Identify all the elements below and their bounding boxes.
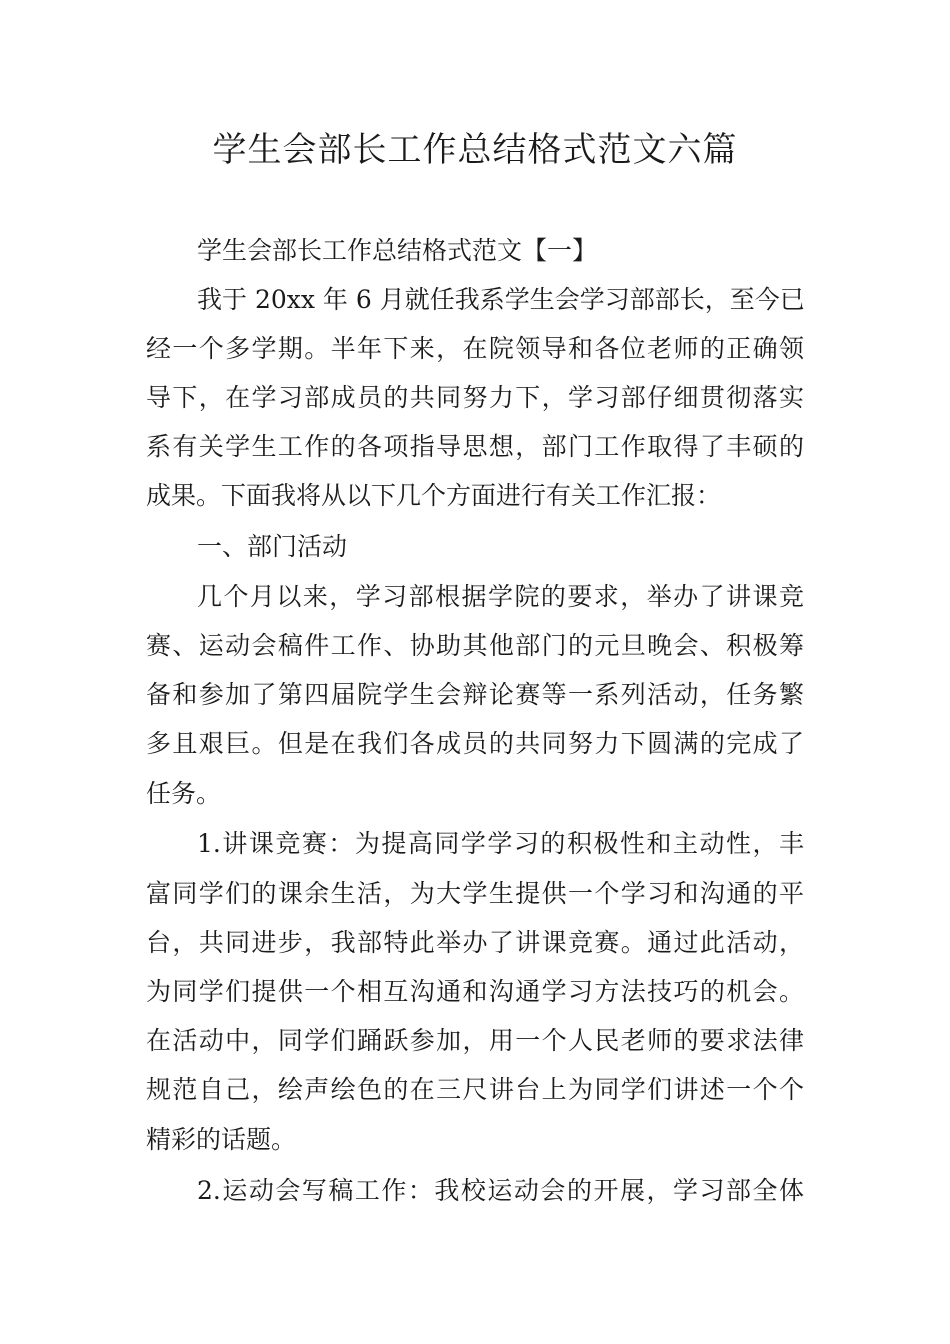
section-heading: 学生会部长工作总结格式范文【一】 [197, 236, 598, 265]
paragraph-line: 台，共同进步，我部特此举办了讲课竞赛。通过此活动， [146, 928, 804, 957]
paragraph-line: 任务。 [146, 779, 222, 808]
paragraph-line: 成果。下面我将从以下几个方面进行有关工作汇报： [146, 481, 722, 510]
paragraph-line: 富同学们的课余生活，为大学生提供一个学习和沟通的平 [146, 879, 804, 908]
paragraph-line: 多且艰巨。但是在我们各成员的共同努力下圆满的完成了 [146, 729, 804, 758]
section-heading: 一、部门活动 [197, 532, 348, 561]
paragraph-line: 系有关学生工作的各项指导思想，部门工作取得了丰硕的 [146, 432, 804, 461]
paragraph-line: 赛、运动会稿件工作、协助其他部门的元旦晚会、积极筹 [146, 631, 804, 660]
paragraph-line: 2.运动会写稿工作：我校运动会的开展，学习部全体 [197, 1176, 804, 1205]
paragraph-line: 精彩的话题。 [146, 1125, 297, 1154]
paragraph-line: 规范自己，绘声绘色的在三尺讲台上为同学们讲述一个个 [146, 1075, 804, 1104]
paragraph-line: 导下，在学习部成员的共同努力下，学习部仔细贯彻落实 [146, 383, 804, 412]
document-title: 学生会部长工作总结格式范文六篇 [212, 130, 738, 170]
paragraph-line: 备和参加了第四届院学生会辩论赛等一系列活动，任务繁 [146, 680, 804, 709]
paragraph-line: 1.讲课竞赛：为提高同学学习的积极性和主动性，丰 [197, 829, 804, 858]
paragraph-line: 在活动中，同学们踊跃参加，用一个人民老师的要求法律 [146, 1026, 804, 1055]
paragraph-line: 我于 20xx 年 6 月就任我系学生会学习部部长，至今已 [197, 285, 805, 314]
paragraph-line: 经一个多学期。半年下来，在院领导和各位老师的正确领 [146, 334, 804, 363]
paragraph-line: 为同学们提供一个相互沟通和沟通学习方法技巧的机会。 [146, 977, 804, 1006]
paragraph-line: 几个月以来，学习部根据学院的要求，举办了讲课竞 [197, 582, 804, 611]
